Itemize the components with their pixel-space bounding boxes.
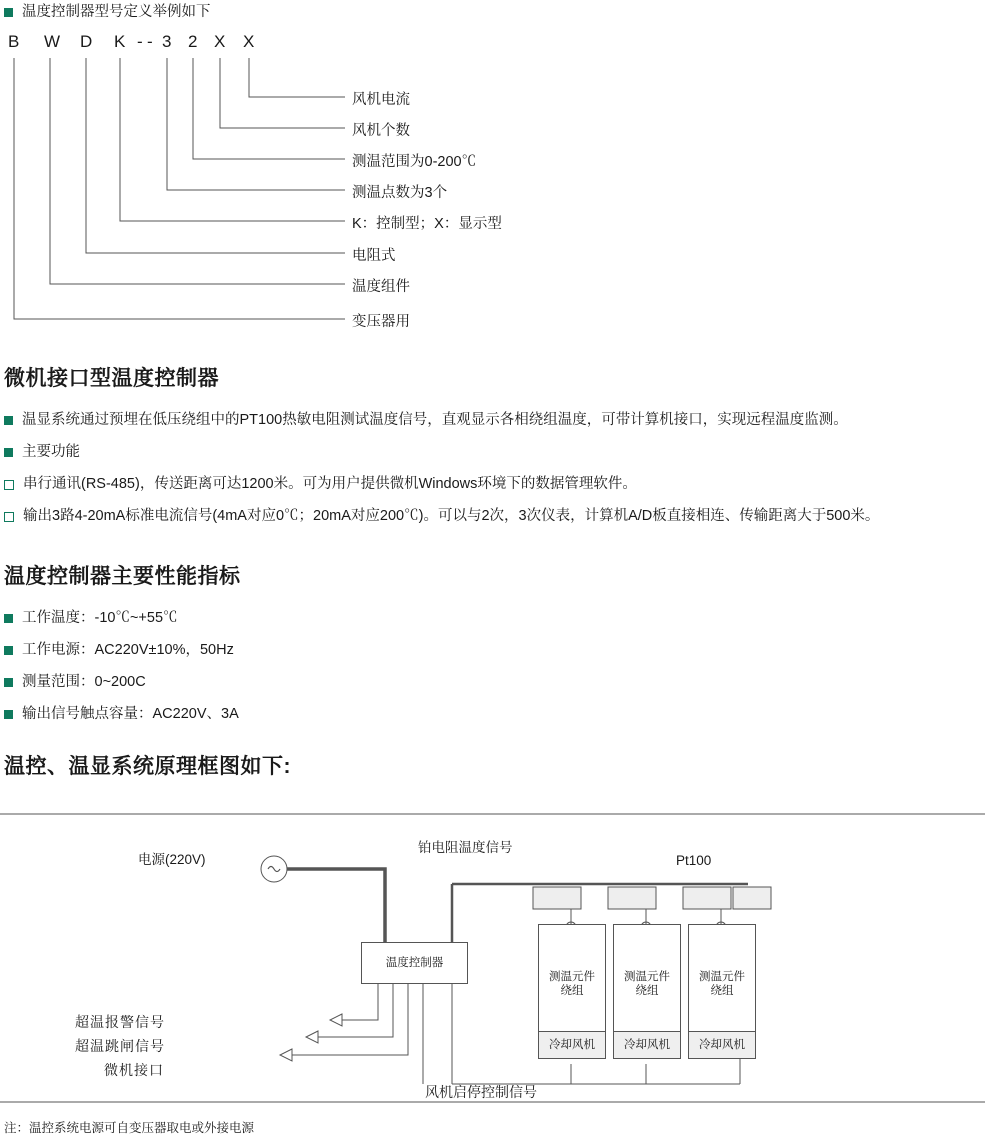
model-code-leader-lines [0, 0, 400, 345]
list-item-text: 输出3路4-20mA标准电流信号(4mA对应0℃；20mA对应200℃)。可以与2次，3次仪表，计算机A/D板直接相连、传输距离大于500米。 [23, 508, 880, 524]
winding-box-2 [613, 924, 681, 1044]
winding-box-1 [538, 924, 606, 1044]
micro-interface-list [4, 410, 979, 526]
code-char-2: D [80, 32, 93, 51]
list-item-text: 测量范围：0~200C [22, 674, 146, 690]
fan-box-3: 冷却风机 [688, 1031, 756, 1059]
list-item [4, 640, 979, 660]
diagram-label-out1: 超温报警信号 [75, 1014, 165, 1030]
system-block-diagram [0, 812, 985, 1112]
list-item-text: 主要功能 [22, 444, 80, 460]
code-char-6: 3 [162, 32, 172, 51]
code-char-4: - [137, 32, 143, 51]
winding-label-2: 测温元件 绕组 [624, 971, 670, 997]
diagram-label-out2: 超温跳闸信号 [75, 1038, 165, 1054]
specs-title: 温度控制器主要性能指标 [4, 565, 241, 588]
micro-interface-title: 微机接口型温度控制器 [4, 367, 219, 390]
leader-label-2: 测温范围为0-200℃ [352, 154, 477, 170]
diagram-footnote: 注：温控系统电源可自变压器取电或外接电源 [4, 1121, 255, 1135]
leader-label-3: 测温点数为3个 [352, 185, 448, 201]
code-char-7: 2 [188, 32, 198, 51]
code-char-9: X [243, 32, 255, 51]
specs-section [4, 560, 979, 736]
list-item [4, 442, 979, 462]
bullet-square-icon [4, 448, 13, 457]
bullet-square-icon [4, 416, 13, 425]
bullet-square-icon [4, 678, 13, 687]
code-char-8: X [214, 32, 226, 51]
model-code-heading: 温度控制器型号定义举例如下 [22, 4, 211, 20]
list-item-text: 串行通讯(RS-485)，传送距离可达1200米。可为用户提供微机Windows环境下的数据管理软件。 [23, 476, 637, 492]
specs-list [4, 608, 979, 724]
diagram-label-bottom: 风机启停控制信号 [425, 1084, 537, 1100]
list-item [4, 704, 979, 724]
leader-label-5: 电阻式 [352, 248, 396, 264]
list-item [4, 672, 979, 692]
controller-box: 温度控制器 [361, 942, 468, 984]
micro-interface-section [4, 362, 979, 538]
bullet-square-icon [4, 614, 13, 623]
leader-label-0: 风机电流 [352, 92, 410, 108]
code-char-5: - [147, 32, 153, 51]
diagram-label-power: 电源(220V) [138, 852, 206, 867]
fan-box-2: 冷却风机 [613, 1031, 681, 1059]
diagram-title: 温控、温显系统原理框图如下: [4, 755, 291, 778]
diagram-label-pt100: Pt100 [676, 853, 712, 868]
model-code-section [0, 0, 985, 345]
list-item-text: 输出信号触点容量：AC220V、3A [22, 706, 239, 722]
list-item [4, 410, 979, 430]
leader-label-6: 温度组件 [352, 279, 410, 295]
fan-box-1: 冷却风机 [538, 1031, 606, 1059]
list-item-text: 温显系统通过预埋在低压绕组中的PT100热敏电阻测试温度信号，直观显示各相绕组温度，可带计算机接口，实现远程温度监测。 [22, 412, 848, 428]
diagram-label-pt-signal: 铂电阻温度信号 [418, 840, 513, 855]
diagram-title-wrap [4, 750, 979, 780]
leader-label-7: 变压器用 [352, 314, 410, 330]
winding-label-1: 测温元件 绕组 [549, 971, 595, 997]
list-item-text: 工作温度：-10℃~+55℃ [22, 610, 178, 626]
code-char-1: W [44, 32, 61, 51]
list-item-text: 工作电源：AC220V±10%，50Hz [22, 642, 234, 658]
winding-label-3: 测温元件 绕组 [699, 971, 745, 997]
leader-label-4: K：控制型；X：显示型 [352, 216, 502, 232]
bullet-square-outline-icon [4, 512, 14, 522]
list-item [4, 608, 979, 628]
diagram-label-out3: 微机接口 [104, 1062, 164, 1078]
list-item [4, 506, 979, 526]
code-char-0: B [8, 32, 20, 51]
bullet-square-outline-icon [4, 480, 14, 490]
list-item [4, 474, 979, 494]
bullet-square-icon [4, 646, 13, 655]
winding-box-3 [688, 924, 756, 1044]
bullet-square-icon [4, 710, 13, 719]
code-char-3: K [114, 32, 126, 51]
leader-label-1: 风机个数 [352, 123, 410, 139]
